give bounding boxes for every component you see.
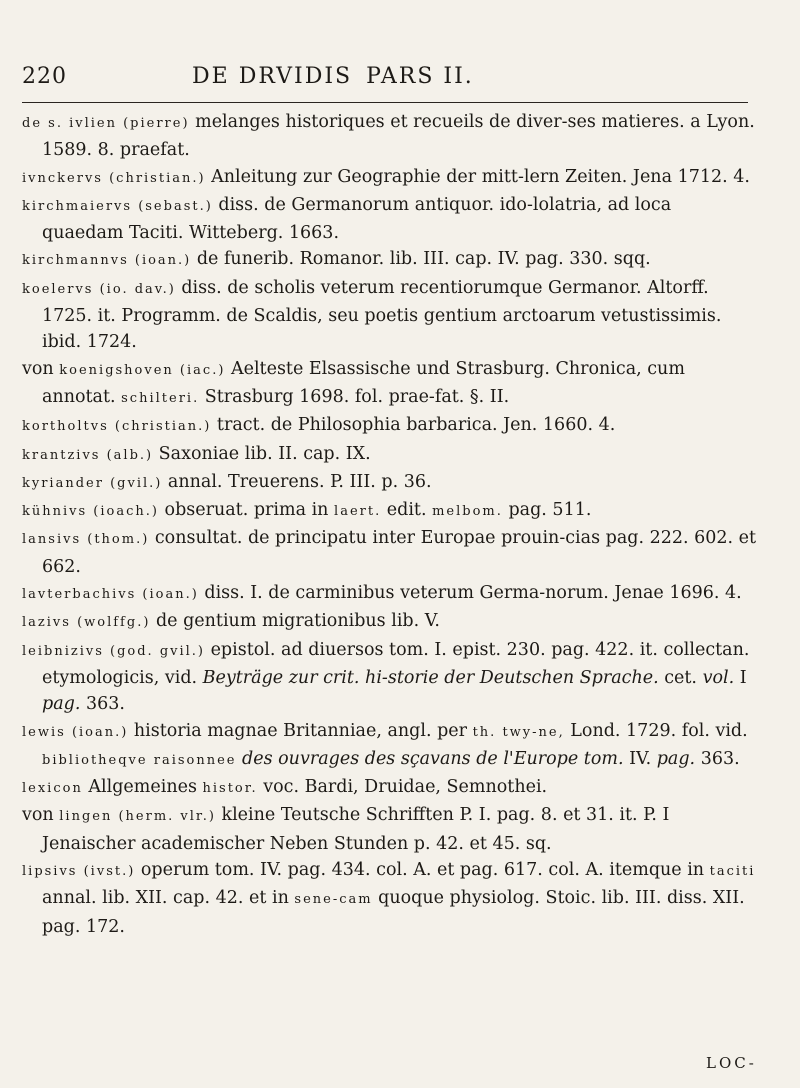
entry-text-continued: annal. lib. XII. cap. 42. et in [42,888,295,909]
entry-author: lipsivs (ivst.) [22,864,136,880]
entry-lexicon [22,774,758,802]
entry-author: koenigshoven (iac.) [59,362,226,378]
running-title-pars: PARS II. [366,64,474,89]
entry-author: kyriander (gvil.) [22,475,163,491]
catchword: LOC- [706,1054,757,1072]
entry-text-continued: cet. [658,667,703,688]
entry-lansius [22,525,758,580]
entry-author: leibnizivs (god. gvil.) [22,643,206,659]
entry-ivlien [22,109,758,164]
entry-translator: th. twy-ne, [472,724,565,740]
entry-author: lexicon [22,781,83,797]
entry-kirchmaier [22,192,758,247]
entry-lewis [22,718,758,775]
entry-kirchmann [22,246,758,274]
entry-lipsius [22,857,758,940]
entry-author: krantzivs (alb.) [22,447,154,463]
entry-author: lansivs (thom.) [22,532,150,548]
page-header [22,64,782,94]
entry-text: de gentium migrationibus lib. V. [150,611,440,632]
entry-text-end: pag. 511. [502,500,592,521]
entry-cited-term: histor. [202,781,258,797]
entry-text: de funerib. Romanor. lib. III. cap. IV. pag. 330. sqq. [191,249,651,270]
entry-author: ivnckervs (christian.) [22,170,206,186]
entry-lingen [22,802,758,857]
entry-text-continued: Strasburg 1698. fol. prae-fat. §. II. [199,386,510,407]
entry-author: koelervs (io. dav.) [22,281,176,297]
entry-cited-author: laert. [334,504,382,520]
entry-prefix: von [22,358,60,379]
entry-text-vol: IV. [623,748,657,769]
entry-cited-author: schilteri. [121,390,200,406]
entry-prefix: von [22,805,60,826]
header-rule [22,102,748,103]
entry-text: annal. Treuerens. P. III. p. 36. [162,471,432,492]
entry-koeler [22,275,758,356]
entry-text: tract. de Philosophia barbarica. Jen. 1660. 4. [211,415,616,436]
entry-italic-title: Beyträge zur crit. hi-storie der Deutschen Sprache. [202,667,659,688]
entry-text: diss. I. de carminibus veterum Germa-norum. Jenae 1696. 4. [198,583,742,604]
entry-author: de s. ivlien (pierre) [22,116,190,131]
entry-text: operum tom. IV. pag. 434. col. A. et pag. 617. col. A. itemque in [135,860,710,881]
entry-koenigshoven [22,356,758,413]
entry-author: lazivs (wolffg.) [22,615,151,631]
entry-kuhn [22,497,758,525]
entry-lauterbach [22,580,758,608]
entry-text: Anleitung zur Geographie der mitt-lern Zeiten. Jena 1712. 4. [205,166,750,187]
entry-author: kühnivs (ioach.) [22,504,159,520]
entry-text-end: 363. [80,694,125,715]
entry-text: kleine Teutsche Schrifften P. I. pag. 8. et 31. it. P. I Jenaischer academischer Neben Stunden p. 42. et 45. sq. [42,805,670,854]
entry-italic-vol: vol. [702,667,735,688]
entry-text-continued: edit. [381,500,433,521]
entry-italic-pag: pag. [656,748,696,769]
entry-text-vol-number: I [734,667,747,688]
entry-iuncker [22,164,758,192]
page-number: 220 [22,64,67,89]
entry-text: epistol. ad diuersos tom. I. epist. 230. pag. 422. it. collectan. etymologicis, vid. [42,639,750,688]
entry-krantz [22,441,758,469]
bibliography-list [22,109,758,940]
entry-kyriander [22,469,758,497]
entry-italic-pag: pag. [42,694,81,715]
entry-journal: bibliotheqve raisonnee [42,752,237,768]
entry-text: historia magnae Britanniae, angl. per [128,720,473,741]
entry-text-end: 363. [695,748,740,769]
entry-author: lewis (ioan.) [22,724,129,740]
entry-text: consultat. de principatu inter Europae prouin-cias pag. 222. 602. et 662. [42,528,757,577]
entry-cited-author: taciti [709,864,756,880]
entry-cited-author-2: sene-cam [294,892,373,908]
entry-author: kirchmannvs (ioan.) [22,253,192,269]
entry-author: kirchmaiervs (sebast.) [22,198,213,214]
entry-author: lavterbachivs (ioan.) [22,587,199,603]
entry-text-continued: voc. Bardi, Druidae, Semnothei. [257,777,548,798]
entry-text: Aelteste Elsassische und Strasburg. Chronica, cum annotat. [42,358,685,407]
entry-author: kortholtvs (christian.) [22,419,212,435]
entry-text-continued: Lond. 1729. fol. vid. [564,720,748,741]
entry-text: Allgemeines [82,777,203,798]
entry-text: obseruat. prima in [158,500,335,521]
running-title-text: DE DRVIDIS [192,64,353,89]
entry-leibniz [22,637,758,718]
entry-text: Saxoniae lib. II. cap. IX. [153,443,371,464]
entry-italic-title: des ouvrages des sçavans de l'Europe tom. [236,748,624,769]
entry-text: diss. de Germanorum antiquor. ido-lolatria, ad loca quaedam Taciti. Witteberg. 1663. [42,194,672,244]
entry-text: diss. de scholis veterum recentiorumque Germanor. Altorff. 1725. it. Programm. de Scaldis, seu poetis gentium arctoarum vetustissimis. ibid. 1724. [42,277,722,353]
running-title [192,64,474,89]
entry-author: lingen (herm. vlr.) [59,809,216,825]
entry-text-end: quoque physiolog. Stoic. lib. III. diss. XII. pag. 172. [42,888,745,937]
entry-lazius [22,608,758,636]
entry-editor: melbom. [432,504,503,520]
entry-kortholt [22,412,758,440]
entry-text: melanges historiques et recueils de diver-ses matieres. a Lyon. 1589. 8. praefat. [42,112,755,161]
